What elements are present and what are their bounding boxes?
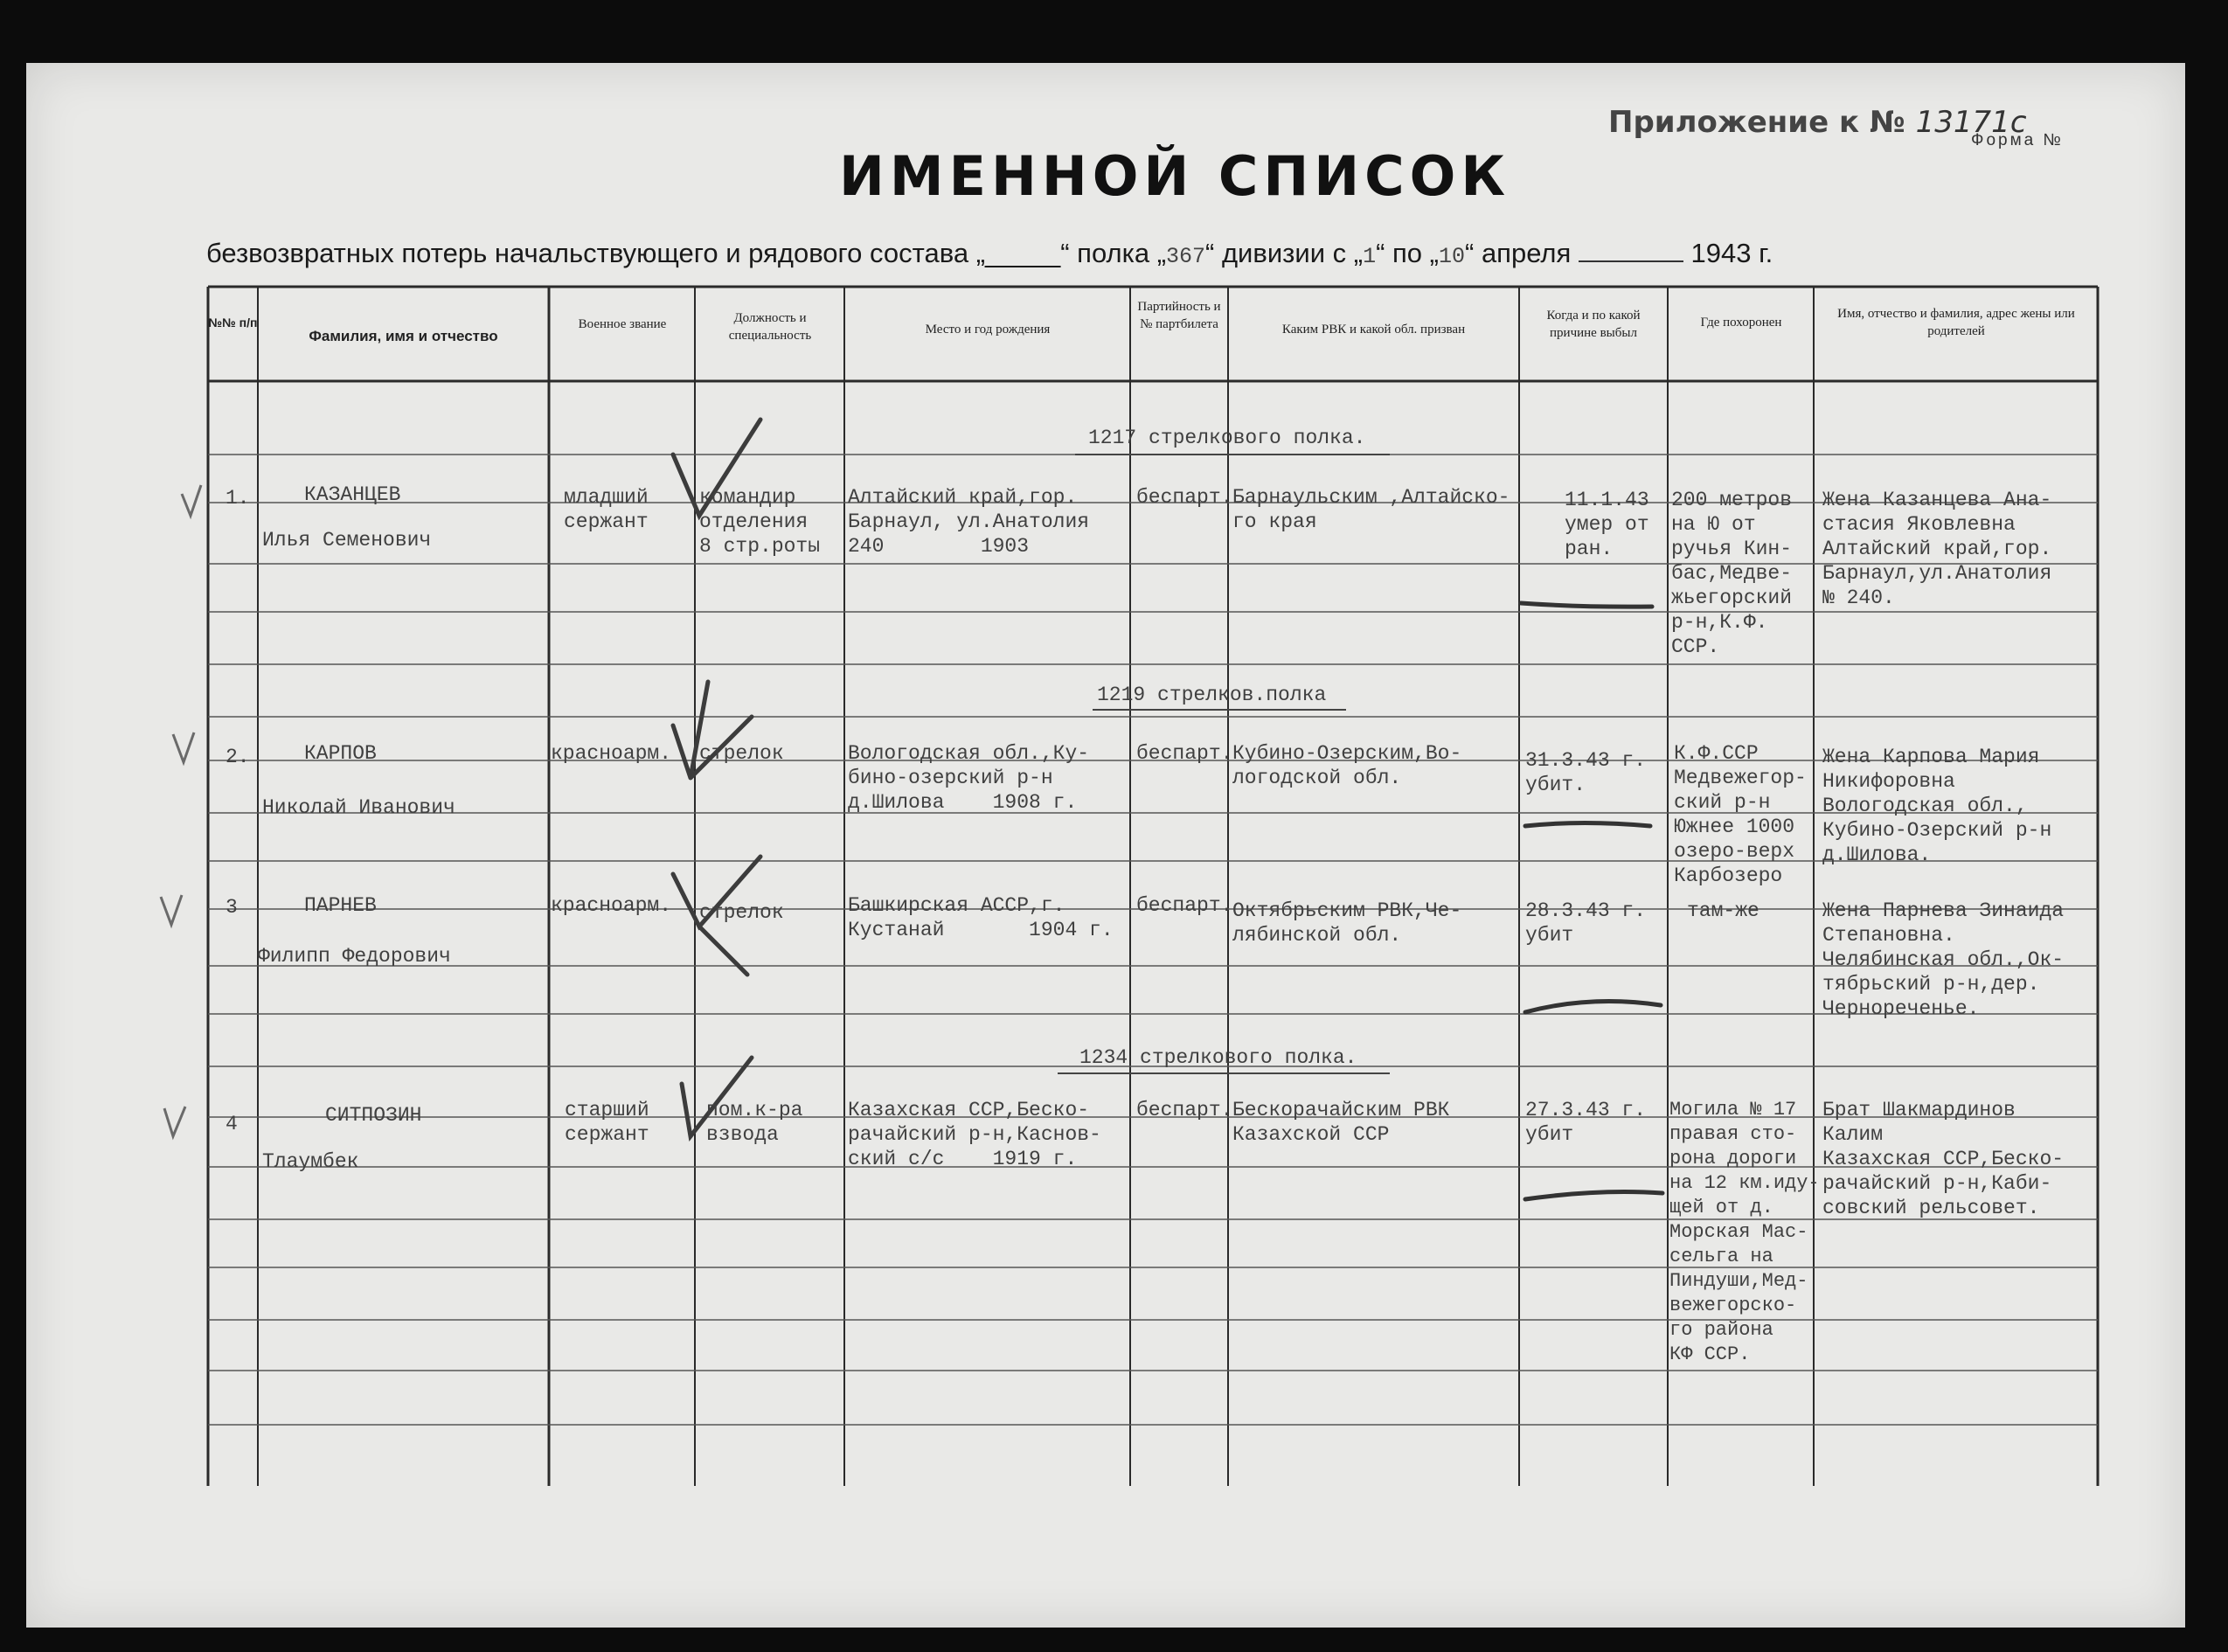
record-buried: Могила № 17 правая сто- рона дороги на 12 км.иду- щей от д. Морская Мас- сельга на Пиндуши,Мед- вежегорско- го района КФ ССР. xyxy=(1669,1099,1820,1365)
record-rvk: Кубино-Озерским,Во- логодской обл. xyxy=(1232,742,1462,789)
annex-stamp: Приложение к № 13171с xyxy=(1608,105,2027,140)
record-party: беспарт. xyxy=(1136,742,1233,765)
record-relatives: Жена Карпова Мария Никифоровна Вологодская обл., Кубино-Озерский р-н д.Шилова. xyxy=(1822,746,2052,866)
record-rvk: Барнаульским ,Алтайско- го края xyxy=(1232,486,1510,533)
header-name: Фамилия, имя и отчество xyxy=(309,328,498,344)
record-buried: К.Ф.ССР Медвежегор- ский р-н Южнее 1000 озеро-верх Карбозеро xyxy=(1674,742,1807,887)
record-rank: старший сержант xyxy=(565,1099,649,1146)
record-number: 4 xyxy=(226,1113,238,1135)
header-rvk: Каким РВК и какой обл. призван xyxy=(1281,323,1466,337)
header-when: Когда и по какой причине выбыл xyxy=(1546,309,1641,340)
record-when: 27.3.43 г. убит xyxy=(1525,1099,1647,1146)
record-relatives: Брат Шакмардинов Калим Казахская ССР,Беско- рачайский р-н,Каби- совский рельсовет. xyxy=(1822,1099,2065,1219)
record-relatives: Жена Парнева Зинаида Степановна. Челябинская обл.,Ок- тябрьский р-н,дер. Чернореченье. xyxy=(1822,899,2065,1020)
margin-check-3 xyxy=(161,895,182,925)
form-label: Форма № xyxy=(1971,131,2064,149)
record-birth: Алтайский край,гор. Барнаул, ул.Анатолия 240 1903 xyxy=(848,486,1090,558)
record-given-name: Илья Семенович xyxy=(262,529,432,552)
record-position: пом.к-ра взвода xyxy=(706,1099,803,1146)
record-buried: там-же xyxy=(1687,899,1759,922)
record-given-name: Филипп Федорович xyxy=(258,945,451,968)
record-when: 28.3.43 г. убит xyxy=(1525,899,1647,947)
header-birth: Место и год рождения xyxy=(925,323,1051,337)
record-surname: КАЗАНЦЕВ xyxy=(304,483,401,506)
header-position: Должность и специальность xyxy=(728,311,812,343)
record-number: 1. xyxy=(226,487,250,510)
record-buried: 200 метров на Ю от ручья Кин- бас,Медве- жьегорский р-н,К.Ф. ССР. xyxy=(1671,489,1793,658)
record-rvk: Бескорачайским РВК Казахской ССР xyxy=(1232,1099,1450,1146)
section-heading: 1234 стрелкового полка. xyxy=(1079,1046,1357,1069)
record-number: 3 xyxy=(226,896,238,919)
record-number: 2. xyxy=(226,746,250,768)
margin-check-2 xyxy=(173,732,194,762)
record-party: беспарт. xyxy=(1136,894,1233,917)
record-surname: ПАРНЕВ xyxy=(304,894,377,917)
document-title: ИМЕННОЙ СПИСОК xyxy=(839,144,1511,208)
record-position: стрелок xyxy=(699,742,784,765)
record-birth: Башкирская АССР,г. Кустанай 1904 г. xyxy=(848,894,1114,941)
record-rank: красноарм. xyxy=(551,742,672,765)
document-subtitle: безвозвратных потерь начальствующего и рядового состава „_____“ полка „367“ дивизии с „1“ по „10“ апреля 1943 г. xyxy=(206,238,1773,269)
record-party: беспарт. xyxy=(1136,486,1233,509)
record-rvk: Октябрьским РВК,Че- лябинской обл. xyxy=(1232,899,1462,947)
record-birth: Казахская ССР,Беско- рачайский р-н,Каснов- ский с/с 1919 г. xyxy=(848,1099,1101,1170)
margin-check-4 xyxy=(164,1107,185,1136)
header-num: №№ п/п xyxy=(208,316,258,330)
header-buried: Где похоронен xyxy=(1700,316,1782,330)
record-party: беспарт. xyxy=(1136,1099,1233,1121)
record-rank: младший сержант xyxy=(564,486,649,533)
record-birth: Вологодская обл.,Ку- бино-озерский р-н д.Шилова 1908 г. xyxy=(848,742,1090,814)
section-heading: 1219 стрелков.полка xyxy=(1097,684,1327,706)
record-position: стрелок xyxy=(699,901,784,924)
record-when: 31.3.43 г. убит. xyxy=(1525,749,1647,796)
record-surname: СИТПОЗИН xyxy=(325,1104,422,1127)
record-relatives: Жена Казанцева Ана- стасия Яковлевна Алтайский край,гор. Барнаул,ул.Анатолия № 240. xyxy=(1822,489,2052,609)
record-given-name: Тлаумбек xyxy=(262,1150,359,1173)
margin-check-1 xyxy=(182,485,201,516)
header-relatives: Имя, отчество и фамилия, адрес жены или родителей xyxy=(1837,307,2075,338)
header-rank: Военное звание xyxy=(578,317,667,331)
record-given-name: Николай Иванович xyxy=(262,796,455,819)
section-heading: 1217 стрелкового полка. xyxy=(1088,427,1366,449)
header-party: Партийность и № партбилета xyxy=(1137,300,1221,331)
record-when: 11.1.43 умер от ран. xyxy=(1565,489,1649,560)
record-rank: красноарм. xyxy=(551,894,672,917)
record-position: командир отделения 8 стр.роты xyxy=(699,486,821,558)
record-surname: КАРПОВ xyxy=(304,742,377,765)
